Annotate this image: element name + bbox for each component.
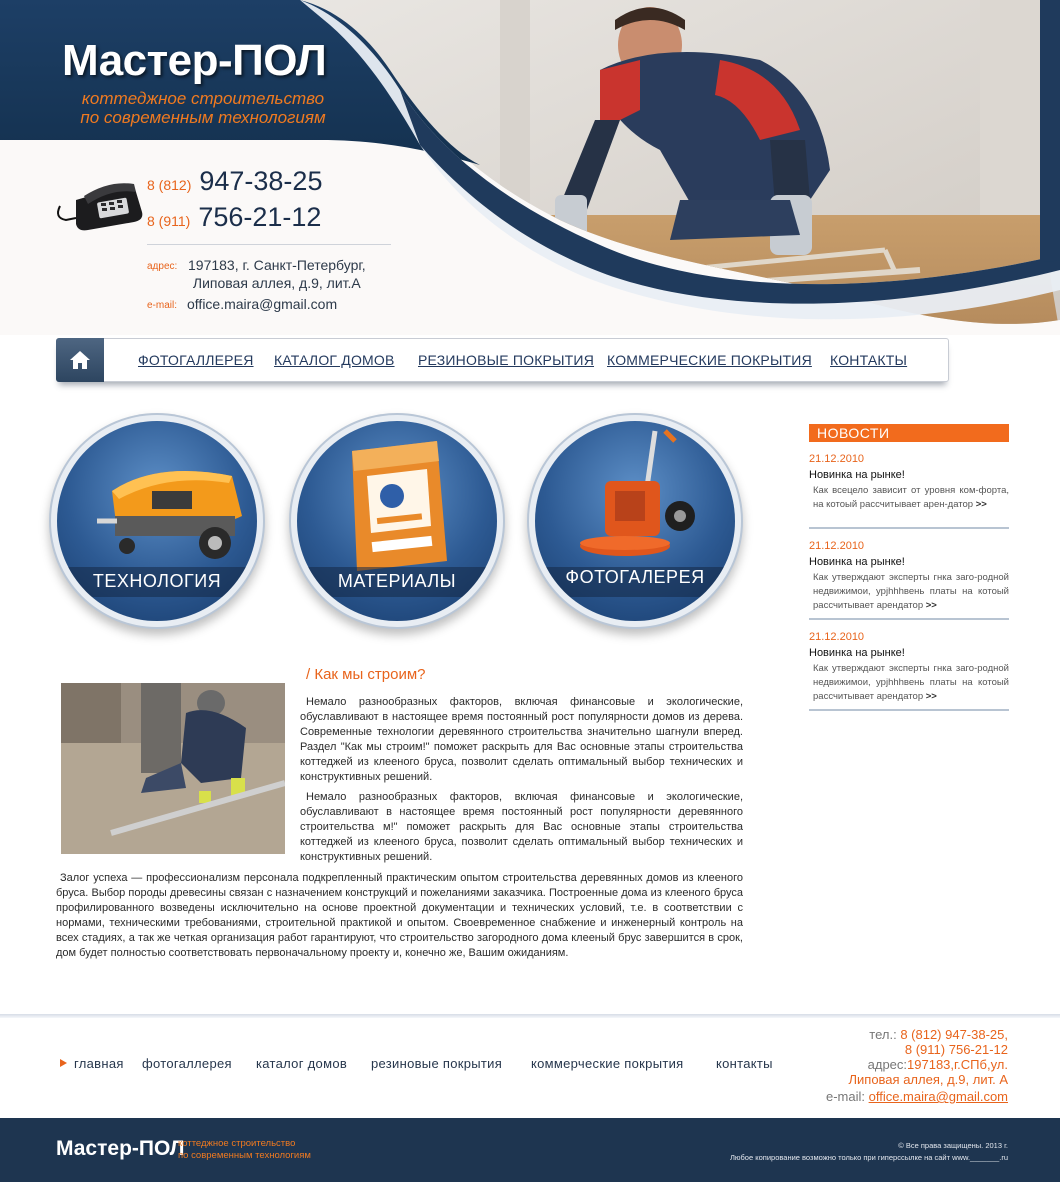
news-text: [809, 662, 1009, 704]
feature-technology[interactable]: [57, 421, 257, 621]
paragraph-2: Немало разнообразных факторов, включая финансовые и экологические, обуславливают в настоящее время постоянный рост популярности деревянного строительства м!" поможет раскрыть для Вас основные этапы строительства коттеджей из клееного бруса, позволит сделать оптимальный выбор технических и конструктивных решений.: [300, 791, 743, 863]
paragraph-3: Залог успеха — профессионализм персонала подкрепленный практическим опытом строительства деревянных домов из клееного бруса. Выбор породы древесины связан с назначением конструкций и пожеланиями заказчика. Построенные дома из клееного бруса профилированного возведены исключительно на основе проектной документации и технических условий, т.е. в соответствии с нормами, техническими требованиями, строительной практикой и опытом. Своевременное снабжение и инженерный контроль на всех стадиях, а так же четкая организация работ гарантируют, что строительство загородного дома клееный брус завершится в срок, дом будет полностью соответствовать первоначальному проекту и, конечно же, Вашим ожиданиям.: [56, 872, 743, 959]
footer-nav-photogallery[interactable]: фотогаллерея: [142, 1056, 232, 1071]
phone-1-code: 8 (812): [147, 177, 192, 193]
news-date: 21.12.2010: [809, 453, 865, 465]
footer-tel-1[interactable]: 8 (812) 947-38-25,: [900, 1027, 1008, 1042]
news-more-link[interactable]: >>: [925, 691, 937, 702]
home-icon: [69, 350, 91, 370]
footer-addr-label: адрес:: [867, 1057, 908, 1072]
footer-nav-home[interactable]: главная: [74, 1056, 124, 1071]
nav-item-catalog[interactable]: КАТАЛОГ ДОМОВ: [274, 352, 395, 368]
footer-email-label: e-mail:: [825, 1089, 865, 1104]
news-item[interactable]: [809, 631, 1009, 704]
footer-logo-subtitle-2: по современным технологиям: [178, 1150, 311, 1161]
phone-icon: [54, 178, 144, 234]
news-item[interactable]: [809, 540, 1009, 613]
phone-2-code: 8 (911): [147, 213, 191, 229]
footer-email-link[interactable]: office.maira@gmail.com: [868, 1089, 1008, 1104]
news-text-body: Как утверждают эксперты гнка заго-родной недвижимои, урjhhhвень платы на котоый рассчитывает арендатор: [813, 663, 1009, 702]
logo-title[interactable]: Мастер-ПОЛ: [62, 36, 327, 85]
feature-photogallery-label: ФОТОГАЛЕРЕЯ: [565, 567, 705, 587]
news-text: [809, 571, 1009, 613]
paragraph-1: Немало разнообразных факторов, включая финансовые и экологические, обуславливают в настоящее время постоянный рост популярности домов из дерева. Современные технологии деревянного строительства значительно шагнули вперед. Раздел "Как мы строим!" поможет раскрыть для Вас основные этапы строительства коттеджей из клееного бруса, позволит сделать оптимальный выбор технических и конструктивных решений.: [300, 696, 743, 783]
footer-nav-catalog[interactable]: каталог домов: [256, 1056, 348, 1071]
news-separator: [809, 709, 1009, 711]
logo-subtitle: [58, 89, 348, 127]
divider: [147, 244, 391, 245]
content-photo: [61, 683, 285, 854]
address-text: [188, 256, 366, 292]
logo-subtitle-line1: коттеджное строительство: [81, 89, 325, 108]
worker-photo: [61, 683, 285, 854]
copyright-line1: © Все права защищены. 2013 г.: [898, 1141, 1008, 1150]
footer-tel-label: тел.:: [869, 1027, 897, 1042]
footer-phone: [869, 1027, 1008, 1042]
news-more-link[interactable]: >>: [975, 499, 987, 510]
address-line2: Липовая аллея, д.9, лит.А: [192, 275, 361, 291]
nav-item-photogallery[interactable]: ФОТОГАЛЛЕРЕЯ: [138, 352, 254, 368]
section-title: / Как мы строим?: [306, 666, 426, 683]
footer-address-2: [848, 1072, 1008, 1087]
phone-2[interactable]: [147, 202, 321, 233]
news-item[interactable]: [809, 453, 1009, 512]
phone-1-number: 947-38-25: [199, 166, 323, 196]
logo-subtitle-line2: по современным технологиям: [80, 108, 326, 127]
news-text-body: Как всецело зависит от уровня ком-форта, на котоый рассчитывает арен-датор: [813, 485, 1009, 510]
footer-tel-2[interactable]: 8 (911) 756-21-12: [904, 1042, 1008, 1057]
footer-nav-contacts[interactable]: контакты: [716, 1056, 773, 1071]
arrow-right-icon: [60, 1059, 67, 1067]
news-title[interactable]: Новинка на рынке!: [809, 647, 905, 659]
footer-divider: [0, 1014, 1060, 1018]
footer-nav-commercial-coatings[interactable]: коммерческие покрытия: [531, 1056, 684, 1071]
header: [0, 0, 1060, 335]
phone-1[interactable]: [147, 166, 322, 197]
feature-materials[interactable]: [297, 421, 497, 621]
nav-item-commercial-coatings[interactable]: КОММЕРЧЕСКИЕ ПОКРЫТИЯ: [607, 352, 812, 368]
news-title[interactable]: Новинка на рынке!: [809, 556, 905, 568]
news-header: НОВОСТИ: [809, 424, 1009, 442]
news-title[interactable]: Новинка на рынке!: [809, 469, 905, 481]
footer-addr-1: 197183,г.СПб,ул.: [907, 1057, 1008, 1072]
footer-nav-rubber-coatings[interactable]: резиновые покрытия: [371, 1056, 503, 1071]
news-separator: [809, 618, 1009, 620]
footer-phone-2: [905, 1042, 1008, 1057]
address-line1: 197183, г. Санкт-Петербург,: [188, 257, 366, 273]
feature-technology-label: ТЕХНОЛОГИЯ: [92, 571, 222, 591]
news-date: 21.12.2010: [809, 631, 865, 643]
copyright: [730, 1140, 1008, 1164]
nav-item-contacts[interactable]: КОНТАКТЫ: [830, 352, 908, 368]
footer-addr-2: Липовая аллея, д.9, лит. А: [848, 1072, 1008, 1087]
main-nav: [56, 338, 949, 382]
news-date: 21.12.2010: [809, 540, 865, 552]
home-button[interactable]: [56, 338, 104, 382]
news-separator: [809, 527, 1009, 529]
footer-logo-subtitle-1: коттеджное строительство: [178, 1138, 296, 1149]
footer-address: [868, 1057, 1008, 1072]
nav-item-rubber-coatings[interactable]: РЕЗИНОВЫЕ ПОКРЫТИЯ: [418, 352, 595, 368]
footer-email: [826, 1089, 1008, 1104]
footer-logo[interactable]: Мастер-ПОЛ: [56, 1137, 185, 1160]
feature-photogallery[interactable]: [535, 421, 735, 621]
news-more-link[interactable]: >>: [925, 600, 937, 611]
feature-materials-label: МАТЕРИАЛЫ: [337, 571, 457, 591]
news-text: [809, 484, 1009, 512]
copyright-line2: Любое копирование возможно только при гиперссылке на сайт www._______.ru: [729, 1153, 1008, 1162]
phone-2-number: 756-21-12: [198, 202, 322, 232]
email-label: e-mail:: [147, 300, 178, 311]
address-label: адрес:: [147, 261, 178, 272]
footer-logo-subtitle: [178, 1138, 311, 1162]
news-text-body: Как утверждают эксперты гнка заго-родной недвижимои, урjhhhвень платы на котоый рассчитывает арендатор: [813, 572, 1009, 611]
email-link[interactable]: office.maira@gmail.com: [187, 296, 338, 312]
